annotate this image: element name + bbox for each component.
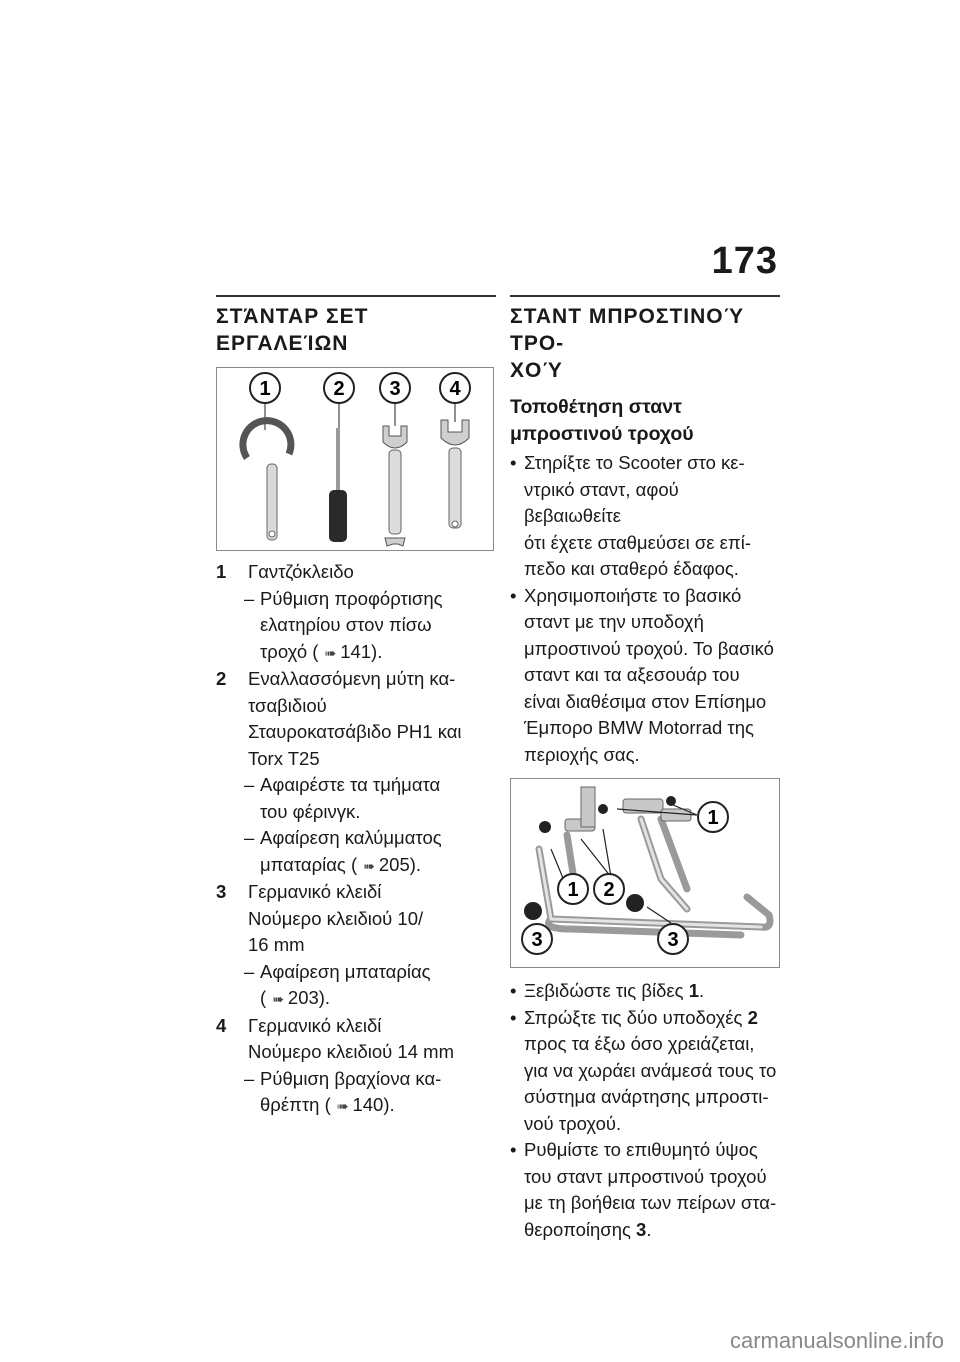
section-title-tool-kit: ΣΤΆΝΤΑΡ ΣΕΤ ΕΡΓΑΛΕΊΩΝ [216,295,496,357]
front-stand-drawing [511,779,779,967]
instruction-bullet: • Σπρώξτε τις δύο υποδοχές 2 προς τα έξω όσο χρειάζεται, για να χωράει ανάμεσά τους το σύστημα ανάρτησης μπροστι- νού τροχού. [510,1005,780,1138]
callout-2 [594,874,624,904]
instruction-bullet: • Ξεβιδώστε τις βίδες 1. [510,978,780,1005]
tools-illustration [216,367,494,551]
tool-item-3 [216,879,496,1013]
tool-item-4 [216,1013,496,1120]
instruction-bullet: • Στηρίξτε το Scooter στο κε- ντρικό σταντ, αφού βεβαιωθείτε ότι έχετε σταθμεύσει σε επί- πεδο και σταθερό έδαφος. [510,450,780,583]
screwdriver [329,428,347,542]
front-stand-illustration [510,778,780,968]
tool-name: Εναλλασσόμενη μύτη κα- [248,668,456,689]
callout-1 [698,802,728,832]
tool-name: Γερμανικό κλειδί [248,1014,382,1036]
task-line: – Αφαιρέστε τα τμήματα [248,772,496,799]
item-number: 1 [216,561,227,582]
tool-kit-section [216,295,496,1120]
instruction-bullet: • Χρησιμοποιήστε το βασικό σταντ με την υποδοχή μπροστινού τροχού. Το βασικό σταντ και τα αξεσουάρ του είναι διαθέσιμα στον Επίσημο Έμπορο BMW Motorrad της περιοχής σας. [510,583,780,769]
svg-text:1: 1 [707,807,719,829]
callout-ref: 3 [636,1218,647,1240]
svg-text:1: 1 [259,378,271,400]
task-reference: μπαταρίας ( ➠ 205). [248,852,496,880]
hook-wrench [243,421,291,540]
open-end-wrench-14 [441,420,469,528]
svg-text:2: 2 [333,378,345,400]
callout-ref: 1 [688,980,699,1001]
task-line: – Ρύθμιση βραχίονα κα- [248,1066,496,1093]
page-ref-arrow-icon: ➠ [336,1098,349,1114]
page-ref: 205). [378,853,422,875]
svg-text:3: 3 [389,378,401,400]
callout-ref: 2 [747,1006,758,1028]
tool-item-1 [216,559,496,666]
tool-name: Γερμανικό κλειδί [248,881,382,902]
tool-detail: 16 mm [248,934,305,955]
page-ref-arrow-icon: ➠ [363,857,375,874]
subsection-title: Τοποθέτηση σταντ μπροστινού τροχού [510,396,694,445]
front-wheel-stand-section [510,295,780,1243]
page-ref-arrow-icon: ➠ [272,991,284,1007]
page-ref-arrow-icon: ➠ [324,644,337,661]
task-line: του φέρινγκ. [260,800,361,822]
open-end-wrench-10-16 [383,426,407,546]
tool-detail: Νούμερο κλειδιού 14 mm [248,1041,454,1062]
wheel-holders [565,787,691,831]
tool-detail: Νούμερο κλειδιού 10/ [248,907,424,929]
tool-name: Γαντζόκλειδο [248,561,354,582]
task-reference: ( ➠ 203). [248,985,496,1013]
watermark-url: carmanualsonline.info [729,1328,944,1353]
item-number: 2 [216,668,227,689]
page-ref: 140). [352,1094,395,1115]
section-title-front-stand: ΣΤΑΝΤ ΜΠΡΟΣΤΙΝΟΎ ΤΡΟ- ΧΟΎ [510,295,780,384]
task-line: ελατηρίου στον πίσω [260,614,432,635]
item-number: 3 [216,881,227,902]
task-line: – Ρύθμιση προφόρτισης [248,586,496,613]
task-reference: τροχό ( ➠ 141). [248,639,496,667]
page-ref: 141). [340,640,383,662]
task-line: – Αφαίρεση καλύμματος [248,825,496,852]
page-number: 173 [711,240,778,282]
item-number: 4 [216,1014,227,1036]
svg-text:3: 3 [667,929,679,951]
tool-detail: Σταυροκατσάβιδο PH1 και [248,721,462,742]
callout-2 [324,373,354,428]
page-ref: 203). [287,987,331,1008]
tool-item-2 [216,666,496,879]
svg-text:1: 1 [567,879,579,901]
callout-4 [440,373,470,422]
callout-3-left [522,924,552,954]
tool-detail: τσαβιδιού [248,694,327,716]
svg-text:4: 4 [449,378,461,400]
tools-drawing [217,368,493,550]
task-line: – Αφαίρεση μπαταρίας [248,959,496,986]
callout-3 [380,373,410,426]
instruction-bullet: • Ρυθμίστε το επιθυμητό ύψος του σταντ μπροστινού τροχού με τη βοήθεια των πείρων στα- θεροποίησης 3. [510,1137,780,1243]
svg-text:3: 3 [531,929,543,951]
callout-1-left [558,874,588,904]
callout-3-right [658,924,688,954]
tool-detail: Torx T25 [248,747,320,769]
svg-text:2: 2 [603,879,615,901]
callout-leaders [533,805,697,923]
task-reference: θρέπτη ( ➠ 140). [248,1092,496,1120]
